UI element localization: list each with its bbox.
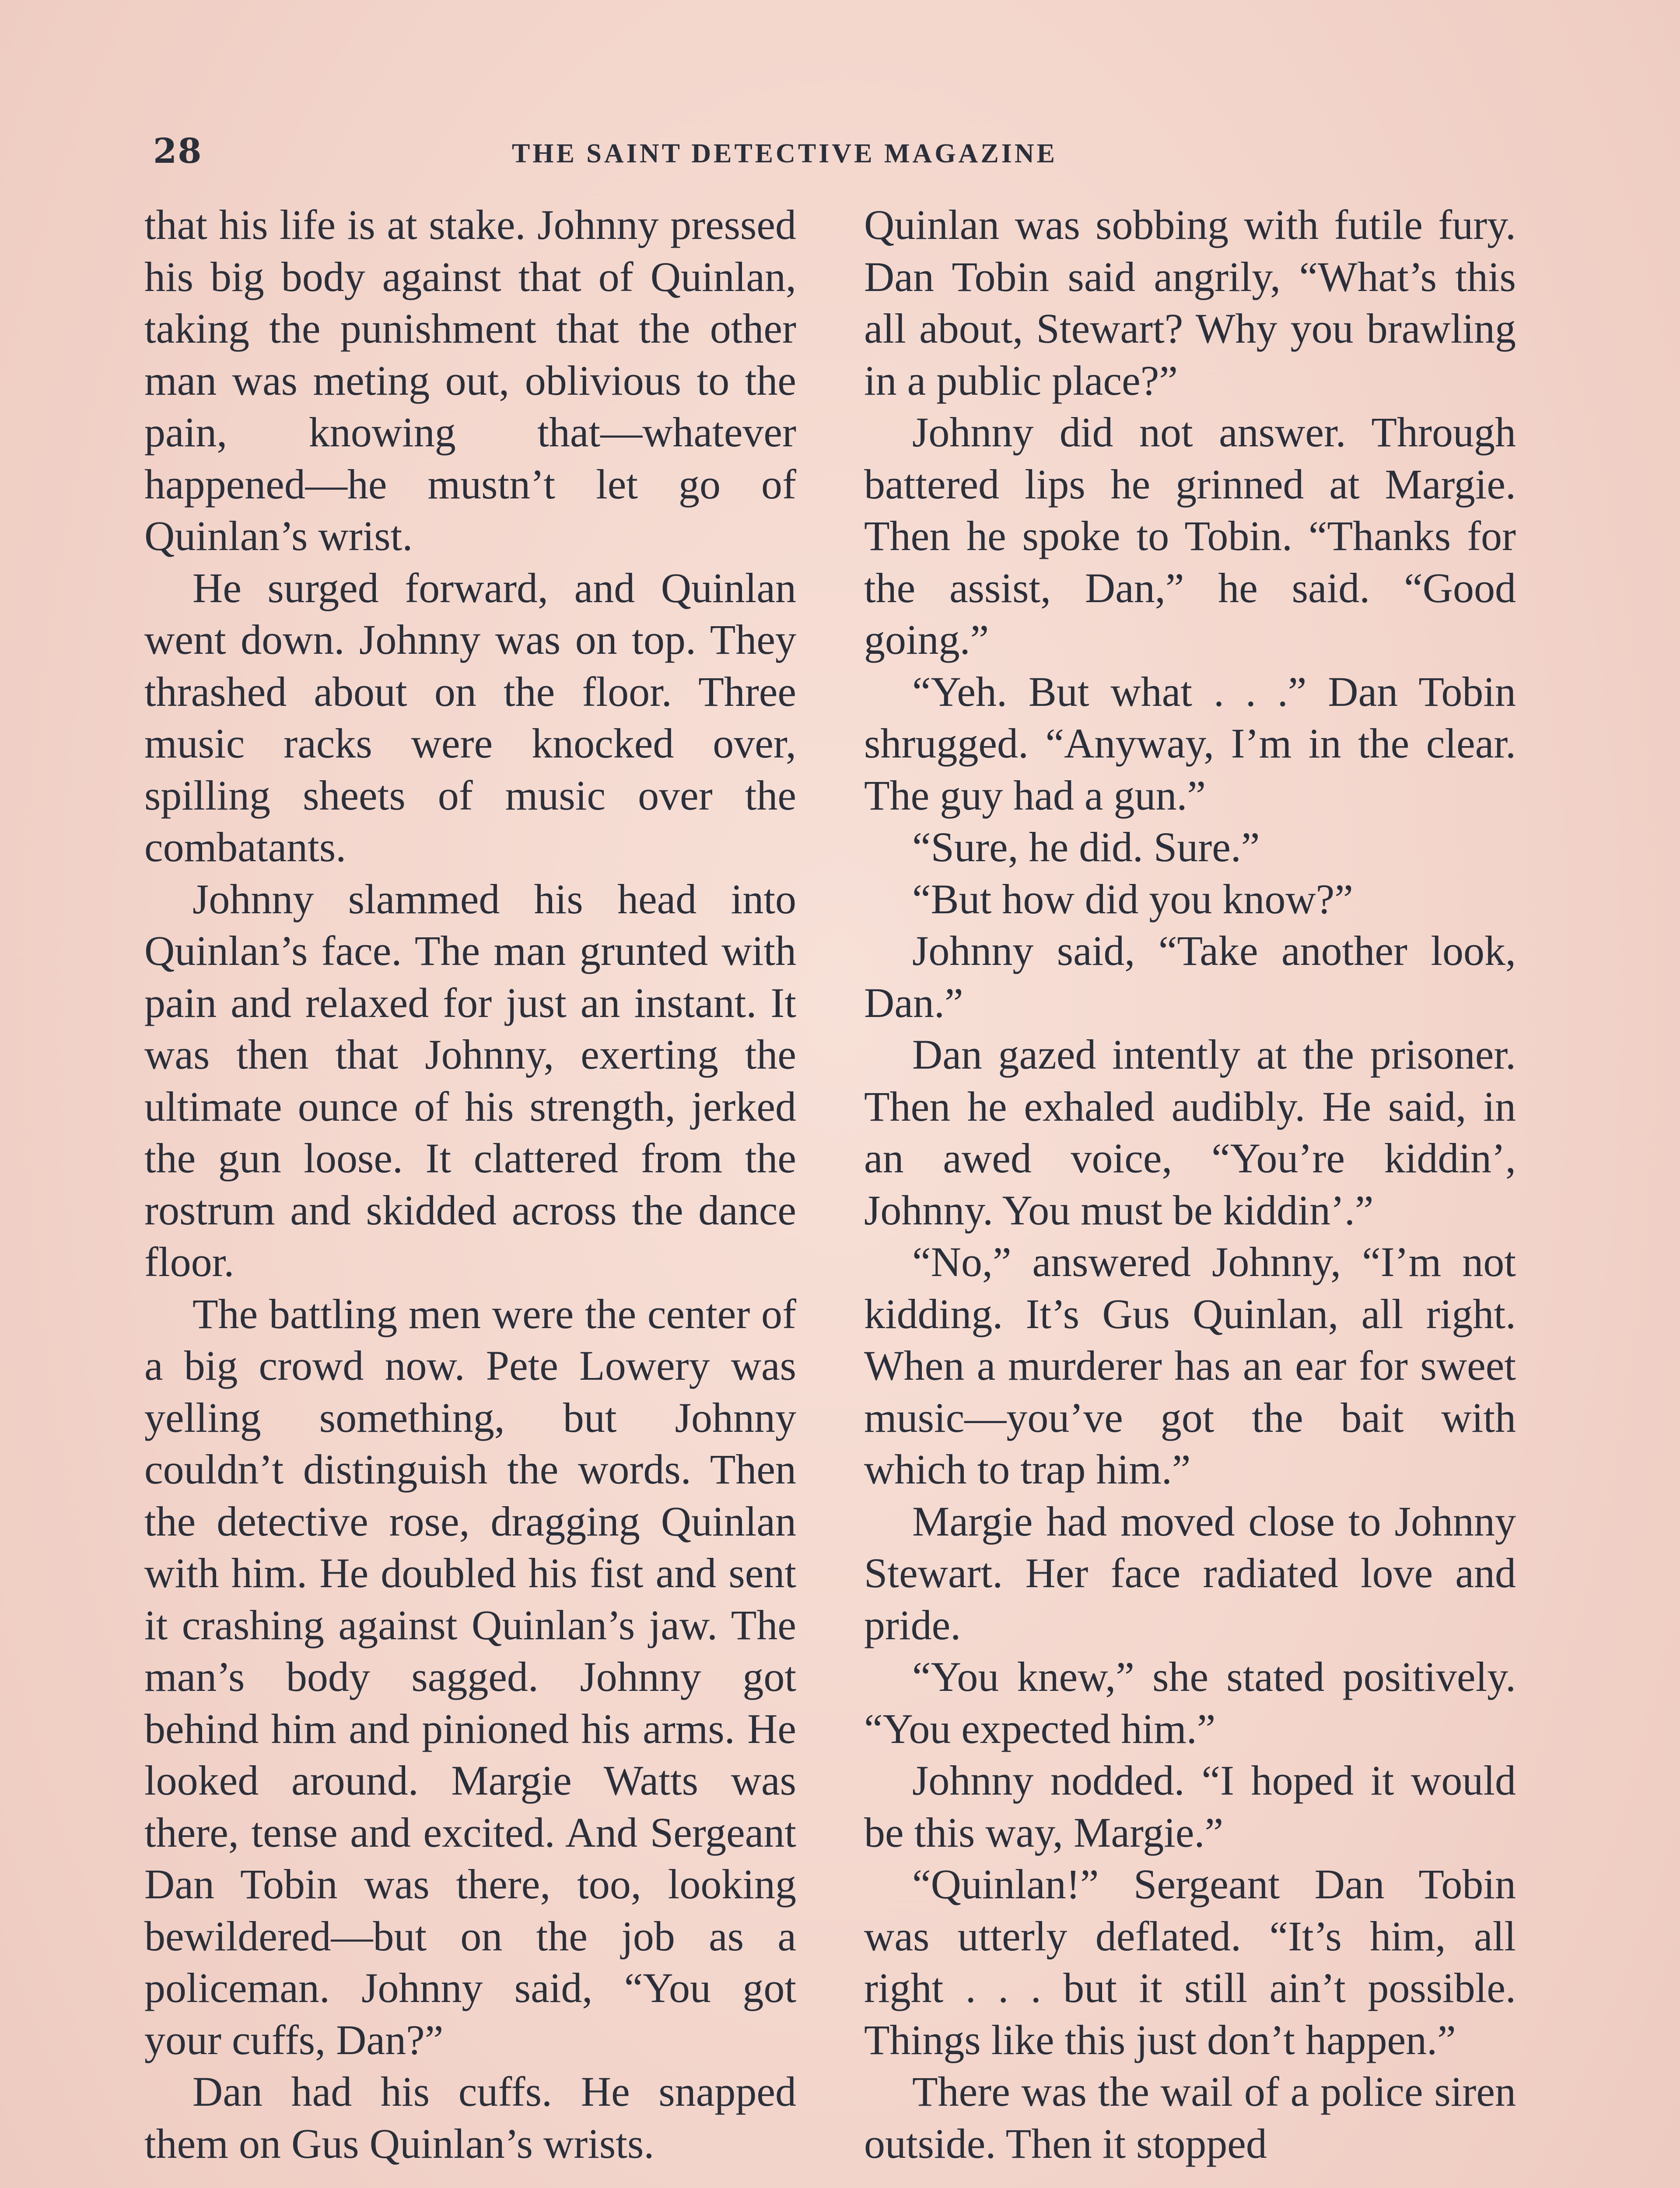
paragraph: “Yeh. But what . . .” Dan Tobin shrugged. “Anyway, I’m in the clear. The guy had a gun.” <box>864 668 1516 819</box>
magazine-title: THE SAINT DETECTIVE MAGAZINE <box>512 139 1057 168</box>
right-column <box>864 199 1516 2170</box>
paragraph: that his life is at stake. Johnny pressed his big body against that of Quinlan, taking the punishment that the other man was meting out, oblivious to the pain, knowing that—whatever happened—he mustn’t let go of Quinlan’s wrist. <box>144 201 796 559</box>
page-number: 28 <box>153 131 203 171</box>
paragraph: “Sure, he did. Sure.” <box>912 824 1260 870</box>
paragraph: Johnny said, “Take another look, Dan.” <box>864 927 1516 1026</box>
paragraph: Johnny slammed his head into Quinlan’s face. The man grunted with pain and relaxed for just an instant. It was then that Johnny, exerting the ultimate ounce of his strength, jerked the gun loose. It clattered from the rostrum and skidded across the dance floor. <box>144 875 796 1285</box>
paragraph: Dan had his cuffs. He snapped them on Gus Quinlan’s wrists. <box>144 2068 796 2167</box>
paragraph: “You knew,” she stated positively. “You expected him.” <box>864 1653 1516 1752</box>
paragraph: Dan gazed intently at the prisoner. Then he exhaled audibly. He said, in an awed voice, “You’re kiddin’, Johnny. You must be kiddin’.” <box>864 1031 1516 1234</box>
paragraph: He surged forward, and Quinlan went down. Johnny was on top. They thrashed about on the floor. Three music racks were knocked over, spilling sheets of music over the combatants. <box>144 564 796 870</box>
left-column <box>144 199 796 2170</box>
paragraph: Quinlan was sobbing with futile fury. Dan Tobin said angrily, “What’s this all about, Stewart? Why you brawling in a public place?” <box>864 201 1516 404</box>
page-header <box>153 131 1527 184</box>
paragraph: “No,” answered Johnny, “I’m not kidding. It’s Gus Quinlan, all right. When a murderer has an ear for sweet music—you’ve got the bait with which to trap him.” <box>864 1238 1516 1493</box>
paragraph: Margie had moved close to Johnny Stewart. Her face radiated love and pride. <box>864 1497 1516 1648</box>
paragraph: Johnny did not answer. Through battered lips he grinned at Margie. Then he spoke to Tobin. “Thanks for the assist, Dan,” he said. “Good going.” <box>864 409 1516 663</box>
paragraph: There was the wail of a police siren outside. Then it stopped <box>864 2068 1516 2167</box>
paragraph: “But how did you know?” <box>912 875 1353 922</box>
paragraph: “Quinlan!” Sergeant Dan Tobin was utterly deflated. “It’s him, all right . . . but it still ain’t possible. Things like this just don’t happen.” <box>864 1861 1516 2063</box>
paragraph: Johnny nodded. “I hoped it would be this way, Margie.” <box>864 1757 1516 1856</box>
paragraph: The battling men were the center of a big crowd now. Pete Lowery was yelling something, but Johnny couldn’t distinguish the words. Then the detective rose, dragging Quinlan with him. He doubled his fist and sent it crashing against Quinlan’s jaw. The man’s body sagged. Johnny got behind him and pinioned his arms. He looked around. Margie Watts was there, tense and excited. And Sergeant Dan Tobin was there, too, looking bewildered—but on the job as a policeman. Johnny said, “You got your cuffs, Dan?” <box>144 1290 796 2063</box>
